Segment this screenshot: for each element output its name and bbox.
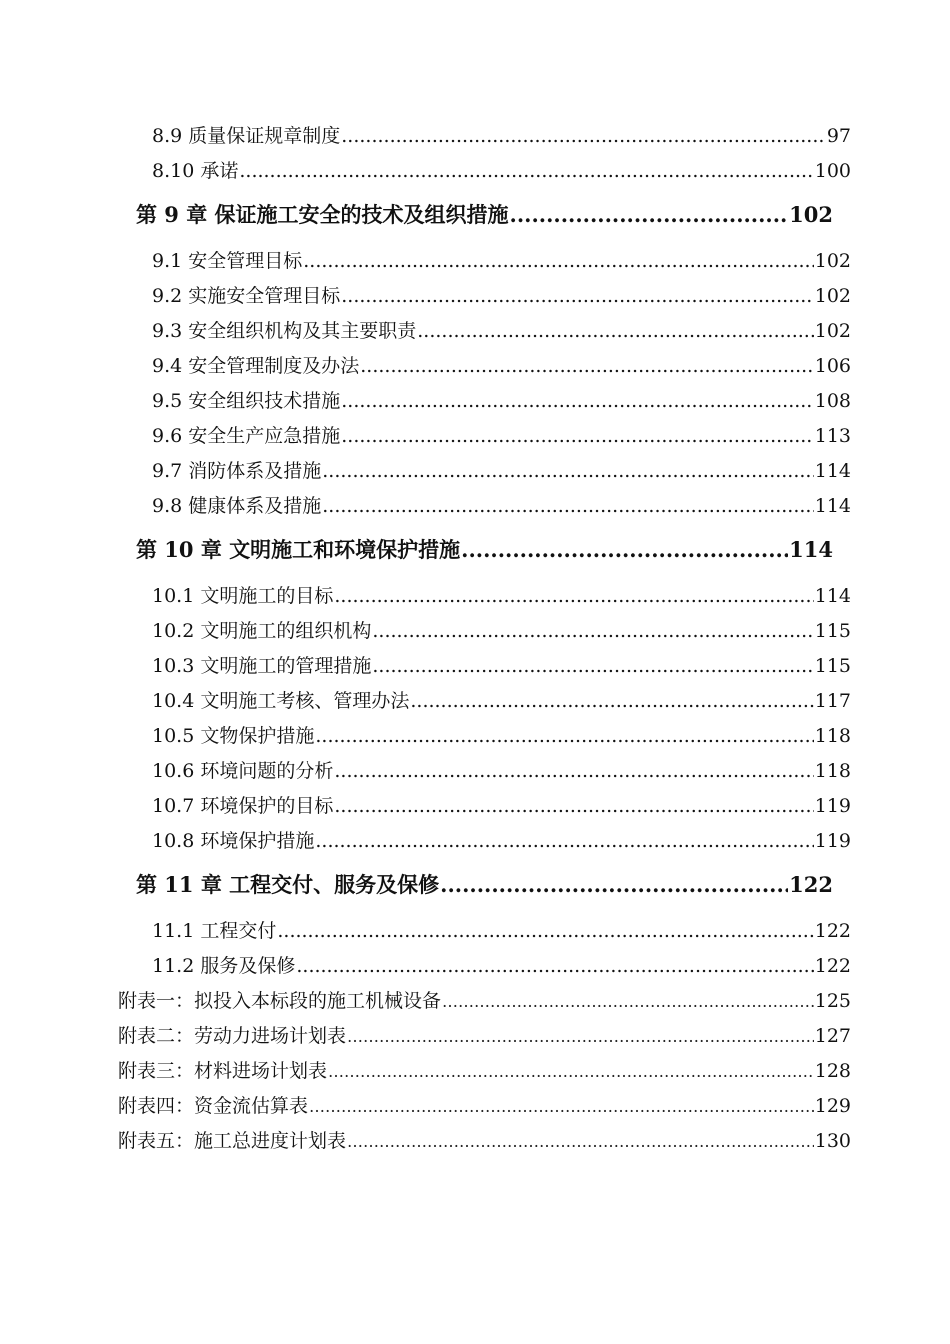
toc-entry-page: 115 (814, 655, 851, 677)
toc-entry-10-8[interactable] (152, 826, 851, 852)
toc-entry-page: 115 (814, 620, 851, 642)
dot-leader (341, 425, 813, 447)
toc-entry-title: 10.3 文明施工的管理措施 (152, 655, 372, 677)
toc-appendix-title: 附表三：材料进场计划表 (118, 1060, 328, 1082)
toc-entry-10-3[interactable] (152, 651, 851, 677)
toc-entry-title: 9.3 安全组织机构及其主要职责 (152, 320, 417, 342)
dot-leader (303, 250, 813, 272)
toc-chapter-10[interactable] (136, 534, 833, 564)
toc-appendix-title: 附表五：施工总进度计划表 (118, 1130, 347, 1152)
toc-entry-page: 97 (826, 125, 851, 147)
dot-leader (461, 537, 788, 562)
dot-leader (315, 725, 813, 747)
toc-entry-9-1[interactable] (152, 246, 851, 272)
toc-entry-title: 9.1 安全管理目标 (152, 250, 303, 272)
toc-entry-page: 114 (814, 585, 851, 607)
dot-leader (328, 1062, 814, 1081)
dot-leader (341, 285, 813, 307)
toc-appendix-4[interactable] (118, 1091, 851, 1117)
toc-appendix-page: 128 (814, 1060, 851, 1082)
toc-entry-10-6[interactable] (152, 756, 851, 782)
toc-entry-8-9[interactable] (152, 121, 851, 147)
toc-entry-page: 122 (814, 955, 851, 977)
dot-leader (322, 495, 813, 517)
toc-entry-9-3[interactable] (152, 316, 851, 342)
dot-leader (347, 1132, 814, 1151)
toc-chapter-title: 第 11 章 工程交付、服务及保修 (136, 872, 440, 897)
dot-leader (309, 1097, 814, 1116)
toc-entry-title: 8.10 承诺 (152, 160, 239, 182)
toc-entry-title: 9.4 安全管理制度及办法 (152, 355, 360, 377)
toc-entry-title: 10.8 环境保护措施 (152, 830, 315, 852)
toc-entry-title: 9.8 健康体系及措施 (152, 495, 322, 517)
toc-entry-9-6[interactable] (152, 421, 851, 447)
toc-entry-10-7[interactable] (152, 791, 851, 817)
toc-appendix-page: 130 (814, 1130, 851, 1152)
dot-leader (341, 125, 826, 147)
toc-entry-page: 100 (814, 160, 851, 182)
toc-entry-page: 102 (814, 250, 851, 272)
toc-entry-page: 114 (814, 495, 851, 517)
toc-entry-11-1[interactable] (152, 916, 851, 942)
dot-leader (417, 320, 813, 342)
toc-entry-10-1[interactable] (152, 581, 851, 607)
toc-entry-title: 11.2 服务及保修 (152, 955, 296, 977)
toc-appendix-5[interactable] (118, 1126, 851, 1152)
toc-appendix-title: 附表一：拟投入本标段的施工机械设备 (118, 990, 442, 1012)
toc-entry-title: 10.4 文明施工考核、管理办法 (152, 690, 410, 712)
toc-entry-page: 114 (814, 460, 851, 482)
toc-entry-title: 9.6 安全生产应急措施 (152, 425, 341, 447)
toc-entry-11-2[interactable] (152, 951, 851, 977)
dot-leader (334, 585, 813, 607)
toc-entry-title: 9.5 安全组织技术措施 (152, 390, 341, 412)
toc-chapter-page: 102 (789, 202, 833, 227)
dot-leader (239, 160, 813, 182)
toc-entry-page: 122 (814, 920, 851, 942)
dot-leader (315, 830, 813, 852)
toc-entry-9-8[interactable] (152, 491, 851, 517)
toc-entry-10-4[interactable] (152, 686, 851, 712)
toc-entry-title: 9.7 消防体系及措施 (152, 460, 322, 482)
toc-chapter-title: 第 10 章 文明施工和环境保护措施 (136, 537, 461, 562)
toc-entry-page: 113 (814, 425, 851, 447)
toc-entry-page: 119 (814, 795, 851, 817)
dot-leader (334, 760, 813, 782)
toc-entry-title: 10.5 文物保护措施 (152, 725, 315, 747)
toc-entry-page: 117 (814, 690, 851, 712)
toc-entry-title: 10.6 环境问题的分析 (152, 760, 334, 782)
toc-entry-page: 118 (814, 725, 851, 747)
toc-entry-page: 119 (814, 830, 851, 852)
dot-leader (440, 872, 788, 897)
toc-entry-8-10[interactable] (152, 156, 851, 182)
toc-entry-title: 10.1 文明施工的目标 (152, 585, 334, 607)
toc-entry-title: 9.2 实施安全管理目标 (152, 285, 341, 307)
toc-entry-title: 11.1 工程交付 (152, 920, 277, 942)
toc-entry-10-2[interactable] (152, 616, 851, 642)
dot-leader (277, 920, 813, 942)
dot-leader (442, 992, 814, 1011)
toc-entry-title: 10.2 文明施工的组织机构 (152, 620, 372, 642)
toc-appendix-1[interactable] (118, 986, 851, 1012)
toc-appendix-3[interactable] (118, 1056, 851, 1082)
toc-chapter-page: 114 (789, 537, 833, 562)
dot-leader (322, 460, 813, 482)
toc-appendix-title: 附表四：资金流估算表 (118, 1095, 309, 1117)
toc-appendix-2[interactable] (118, 1021, 851, 1047)
toc-chapter-11[interactable] (136, 869, 833, 899)
dot-leader (347, 1027, 814, 1046)
toc-appendix-page: 129 (814, 1095, 851, 1117)
dot-leader (334, 795, 813, 817)
toc-entry-page: 102 (814, 320, 851, 342)
toc-entry-title: 8.9 质量保证规章制度 (152, 125, 341, 147)
dot-leader (372, 620, 813, 642)
dot-leader (341, 390, 813, 412)
toc-entry-title: 10.7 环境保护的目标 (152, 795, 334, 817)
toc-entry-page: 106 (814, 355, 851, 377)
toc-chapter-title: 第 9 章 保证施工安全的技术及组织措施 (136, 202, 509, 227)
toc-entry-9-2[interactable] (152, 281, 851, 307)
toc-chapter-page: 122 (789, 872, 833, 897)
toc-entry-9-4[interactable] (152, 351, 851, 377)
toc-appendix-title: 附表二：劳动力进场计划表 (118, 1025, 347, 1047)
dot-leader (296, 955, 813, 977)
dot-leader (372, 655, 813, 677)
toc-entry-page: 118 (814, 760, 851, 782)
dot-leader (360, 355, 813, 377)
toc-entry-9-7[interactable] (152, 456, 851, 482)
dot-leader (510, 202, 789, 227)
dot-leader (410, 690, 813, 712)
toc-chapter-9[interactable] (136, 199, 833, 229)
toc-entry-page: 108 (814, 390, 851, 412)
toc-entry-10-5[interactable] (152, 721, 851, 747)
toc-appendix-page: 125 (814, 990, 851, 1012)
toc-entry-page: 102 (814, 285, 851, 307)
toc-entry-9-5[interactable] (152, 386, 851, 412)
toc-appendix-page: 127 (814, 1025, 851, 1047)
